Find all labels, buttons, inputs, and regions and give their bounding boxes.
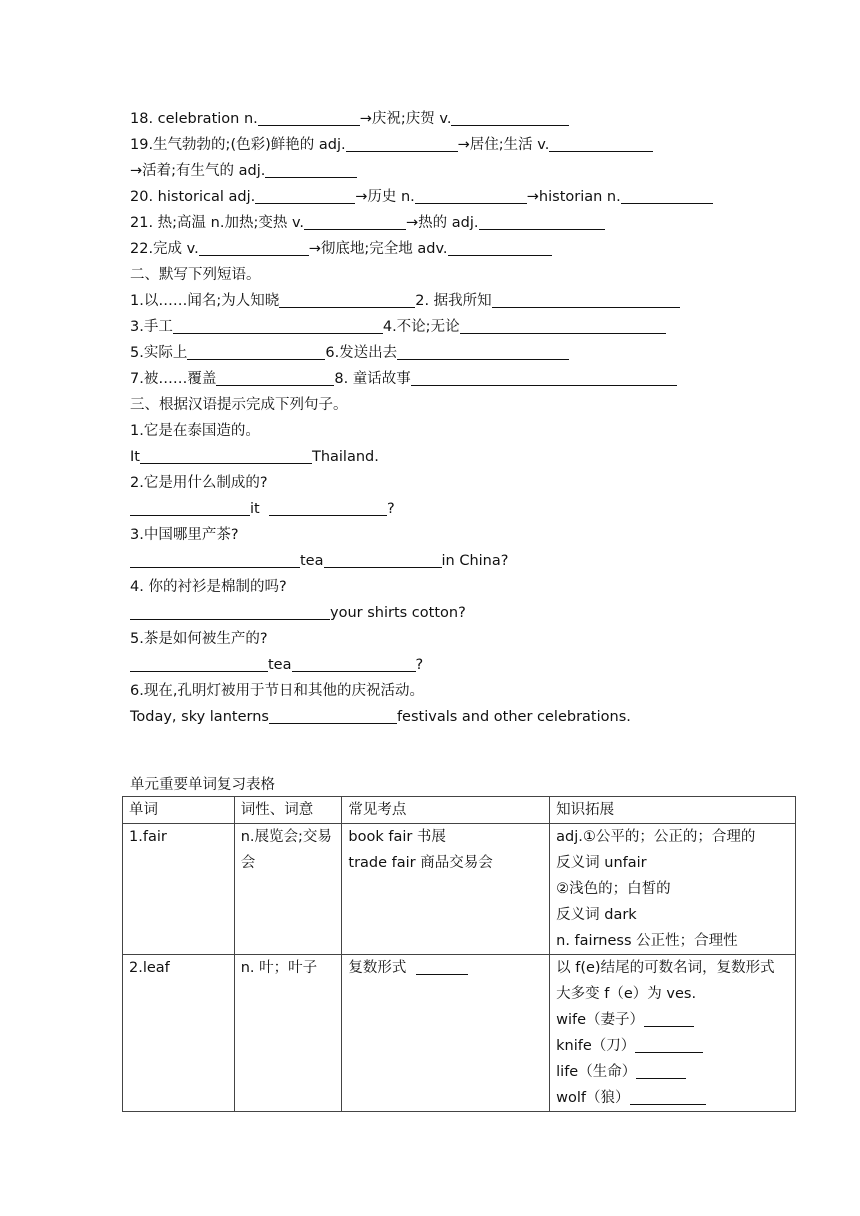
sentence-2-en xyxy=(130,496,395,522)
header-points: 常见考点 xyxy=(342,797,550,824)
ext-item: adj.①公平的；公正的；合理的 xyxy=(556,829,756,845)
ext-item: 反义词 dark xyxy=(556,907,637,923)
answer-blank[interactable] xyxy=(216,369,334,386)
phrase-line-3-4 xyxy=(130,314,666,340)
vocab-line-19 xyxy=(130,132,653,158)
answer-blank[interactable] xyxy=(492,291,680,308)
vocab-text: →historian n. xyxy=(526,189,621,205)
vocab-text: →热的 adj. xyxy=(406,215,479,231)
answer-blank[interactable] xyxy=(130,655,268,672)
sentence-text: Thailand. xyxy=(311,449,379,465)
sentence-text: in China? xyxy=(441,553,509,569)
vocab-line-18 xyxy=(130,106,569,132)
phrase-line-5-6 xyxy=(130,340,569,366)
phrase-line-1-2 xyxy=(130,288,680,314)
sentence-3-en xyxy=(130,548,508,574)
vocab-text: →庆祝;庆贺 v. xyxy=(359,111,452,127)
vocab-text: 19.生气勃勃的;(色彩)鲜艳的 adj. xyxy=(130,137,346,153)
phrase-text: 4.不论;无论 xyxy=(382,319,460,335)
answer-blank[interactable] xyxy=(130,499,250,516)
sentence-6-en xyxy=(130,704,631,730)
answer-blank[interactable] xyxy=(265,161,357,178)
phrase-text: 8. 童话故事 xyxy=(334,371,411,387)
sentence-text: ? xyxy=(386,501,395,517)
answer-blank[interactable] xyxy=(130,603,330,620)
answer-blank[interactable] xyxy=(549,135,653,152)
answer-blank[interactable] xyxy=(187,343,325,360)
sentence-text: Today, sky lanterns xyxy=(130,709,269,725)
point-item: trade fair 商品交易会 xyxy=(348,855,493,871)
cell-word: 1.fair xyxy=(123,824,235,955)
sentence-1-cn: 1.它是在泰国造的。 xyxy=(130,423,260,439)
answer-blank[interactable] xyxy=(460,317,666,334)
sentence-text: ? xyxy=(415,657,424,673)
answer-blank[interactable] xyxy=(140,447,312,464)
vocab-text: 22.完成 v. xyxy=(130,241,199,257)
cell-points xyxy=(342,824,550,955)
answer-blank[interactable] xyxy=(636,1062,686,1079)
ext-item: knife（刀） xyxy=(556,1038,636,1054)
answer-blank[interactable] xyxy=(258,109,360,126)
point-item: 复数形式 xyxy=(348,960,407,976)
vocab-text: →彻底地;完全地 adv. xyxy=(308,241,448,257)
answer-blank[interactable] xyxy=(451,109,569,126)
sentence-text: festivals and other celebrations. xyxy=(396,709,631,725)
sentence-3-cn: 3.中国哪里产茶? xyxy=(130,527,239,543)
cell-extension xyxy=(550,824,796,955)
vocab-line-22 xyxy=(130,236,552,262)
answer-blank[interactable] xyxy=(415,187,527,204)
header-extension: 知识拓展 xyxy=(550,797,796,824)
header-meaning: 词性、词意 xyxy=(234,797,342,824)
vocab-line-20 xyxy=(130,184,713,210)
cell-word: 2.leaf xyxy=(123,955,235,1112)
answer-blank[interactable] xyxy=(130,551,300,568)
sentence-text: it xyxy=(250,501,260,517)
phrase-text: 1.以……闻名;为人知晓 xyxy=(130,293,280,309)
vocab-text: 18. celebration n. xyxy=(130,111,258,127)
vocab-text: →居住;生活 v. xyxy=(457,137,550,153)
sentence-text: tea xyxy=(300,553,324,569)
sentence-2-cn: 2.它是用什么制成的? xyxy=(130,475,268,491)
answer-blank[interactable] xyxy=(199,239,309,256)
vocab-text: →历史 n. xyxy=(355,189,415,205)
ext-item: wife（妻子） xyxy=(556,1012,645,1028)
ext-item: wolf（狼） xyxy=(556,1090,630,1106)
phrase-text: 2. 据我所知 xyxy=(415,293,492,309)
ext-item: 反义词 unfair xyxy=(556,855,647,871)
ext-item: ②浅色的；白皙的 xyxy=(556,881,671,897)
answer-blank[interactable] xyxy=(255,187,355,204)
answer-blank[interactable] xyxy=(292,655,416,672)
sentence-text: tea xyxy=(268,657,292,673)
phrase-line-7-8 xyxy=(130,366,677,392)
sentence-5-en xyxy=(130,652,423,678)
answer-blank[interactable] xyxy=(416,958,468,975)
sentence-1-en xyxy=(130,444,379,470)
sentence-text: It xyxy=(130,449,140,465)
answer-blank[interactable] xyxy=(635,1036,703,1053)
answer-blank[interactable] xyxy=(173,317,383,334)
ext-intro: 以 f(e)结尾的可数名词，复数形式大多变 f（e）为 ves. xyxy=(556,960,775,1002)
sentence-6-cn: 6.现在,孔明灯被用于节日和其他的庆祝活动。 xyxy=(130,683,424,699)
answer-blank[interactable] xyxy=(269,499,387,516)
vocab-text: →活着;有生气的 adj. xyxy=(130,163,266,179)
table-row xyxy=(123,955,796,1112)
meaning-text: n.展览会;交易会 xyxy=(240,829,332,871)
answer-blank[interactable] xyxy=(448,239,552,256)
section2-heading: 二、默写下列短语。 xyxy=(130,267,261,283)
point-item: book fair 书展 xyxy=(348,829,446,845)
table-caption: 单元重要单词复习表格 xyxy=(130,777,275,793)
cell-meaning xyxy=(234,824,342,955)
answer-blank[interactable] xyxy=(304,213,406,230)
answer-blank[interactable] xyxy=(644,1010,694,1027)
sentence-4-cn: 4. 你的衬衫是棉制的吗? xyxy=(130,579,287,595)
header-word: 单词 xyxy=(123,797,235,824)
sentence-text: your shirts cotton? xyxy=(330,605,466,621)
cell-extension xyxy=(550,955,796,1112)
vocab-line-21 xyxy=(130,210,605,236)
cell-meaning: n. 叶；叶子 xyxy=(234,955,342,1112)
phrase-text: 6.发送出去 xyxy=(325,345,398,361)
answer-blank[interactable] xyxy=(269,707,397,724)
cell-points xyxy=(342,955,550,1112)
answer-blank[interactable] xyxy=(621,187,713,204)
phrase-text: 7.被……覆盖 xyxy=(130,371,217,387)
phrase-text: 3.手工 xyxy=(130,319,173,335)
sentence-4-en xyxy=(130,600,466,626)
word-review-table xyxy=(122,796,796,1112)
ext-item: life（生命） xyxy=(556,1064,637,1080)
phrase-text: 5.实际上 xyxy=(130,345,188,361)
vocab-text: 21. 热;高温 n.加热;变热 v. xyxy=(130,215,305,231)
vocab-text: 20. historical adj. xyxy=(130,189,256,205)
answer-blank[interactable] xyxy=(279,291,415,308)
answer-blank[interactable] xyxy=(411,369,677,386)
sentence-5-cn: 5.茶是如何被生产的? xyxy=(130,631,268,647)
answer-blank[interactable] xyxy=(346,135,458,152)
section3-heading: 三、根据汉语提示完成下列句子。 xyxy=(130,397,348,413)
answer-blank[interactable] xyxy=(324,551,442,568)
answer-blank[interactable] xyxy=(630,1088,706,1105)
vocab-line-19-cont xyxy=(130,158,357,184)
answer-blank[interactable] xyxy=(397,343,569,360)
table-header-row xyxy=(123,797,796,824)
table-row xyxy=(123,824,796,955)
answer-blank[interactable] xyxy=(479,213,605,230)
ext-item: n. fairness 公正性；合理性 xyxy=(556,933,738,949)
